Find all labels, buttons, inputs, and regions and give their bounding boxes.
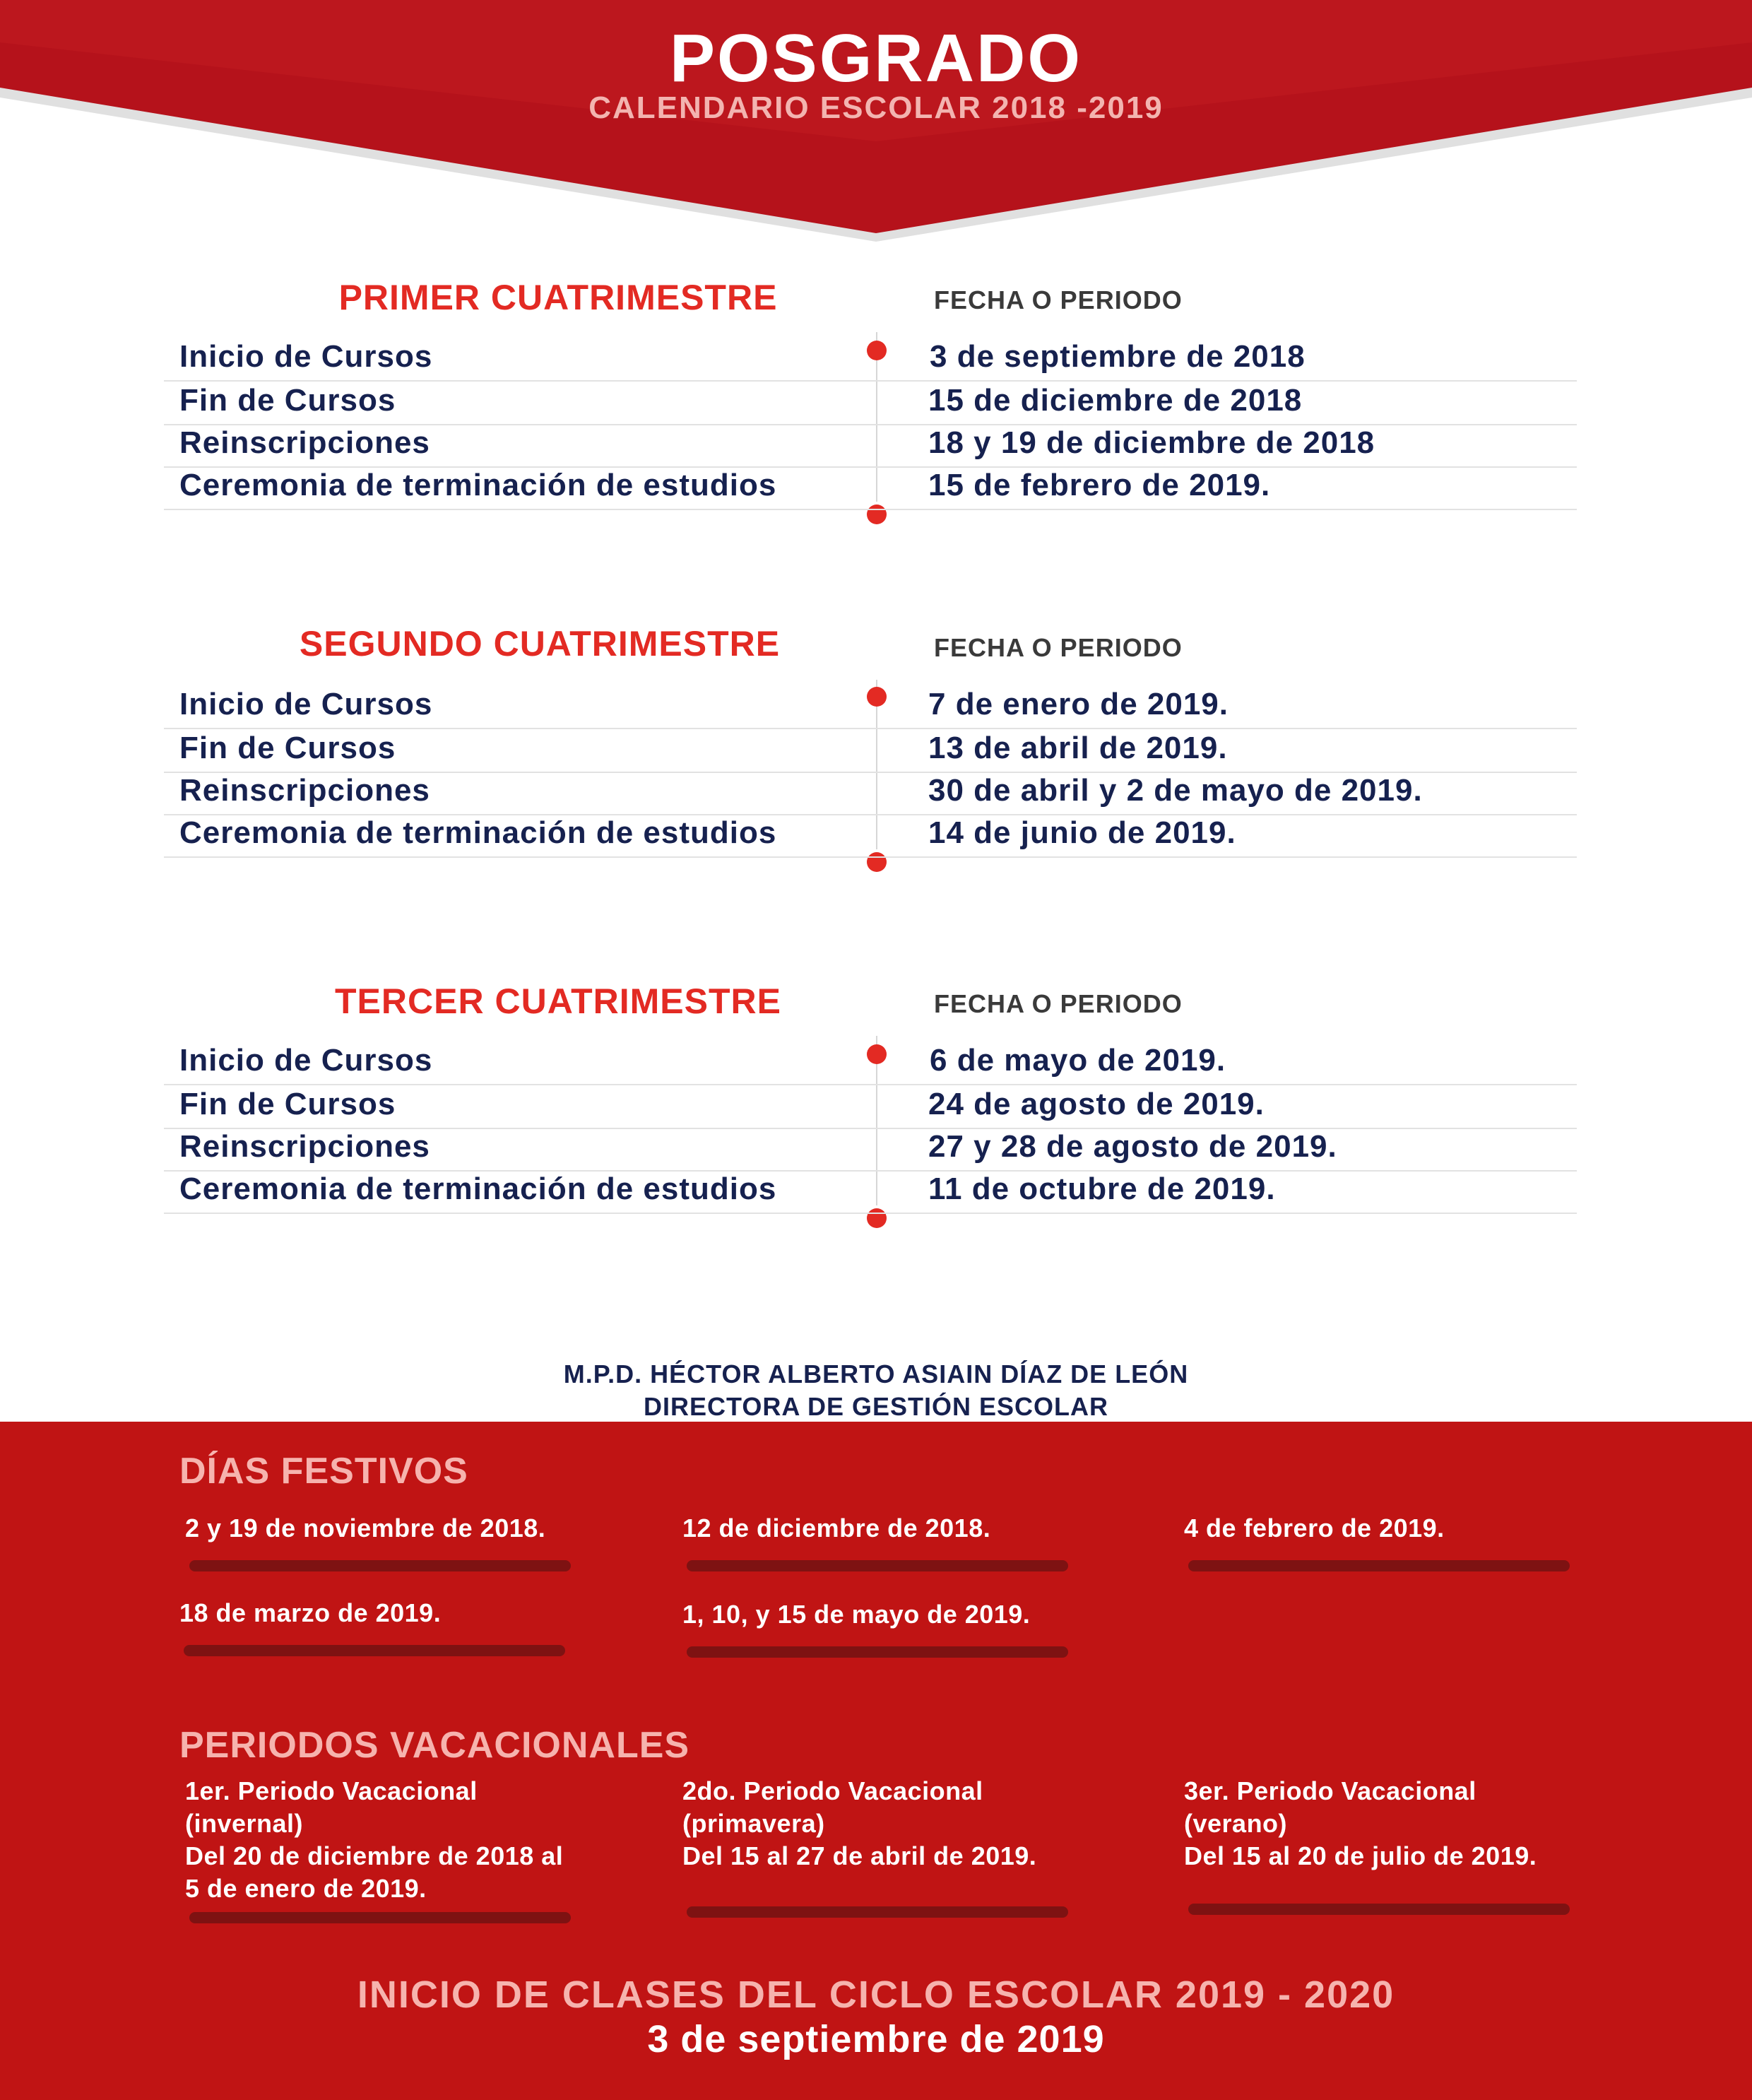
- column-header: FECHA O PERIODO: [934, 633, 1183, 662]
- vacation-dates: Del 15 al 27 de abril de 2019.: [682, 1841, 1037, 1870]
- vacation-season: (verano): [1184, 1809, 1288, 1838]
- row-label: Reinscripciones: [179, 1129, 430, 1164]
- table-row: [164, 1043, 1577, 1085]
- holiday-bar: [687, 1560, 1068, 1571]
- holiday-date: 18 de marzo de 2019.: [179, 1598, 442, 1627]
- row-label: Inicio de Cursos: [179, 339, 433, 374]
- vacation-name: 2do. Periodo Vacacional: [682, 1776, 983, 1805]
- table-row: [164, 468, 1577, 510]
- holiday-date: 12 de diciembre de 2018.: [682, 1514, 991, 1542]
- row-value: 14 de junio de 2019.: [928, 815, 1236, 850]
- holiday-item: [1184, 1512, 1580, 1545]
- row-value: 13 de abril de 2019.: [928, 731, 1228, 765]
- table-row: [164, 1087, 1577, 1129]
- holiday-item: [682, 1512, 1078, 1545]
- holiday-item: [185, 1512, 581, 1545]
- row-divider: [164, 1084, 1577, 1085]
- vacation-dates: Del 15 al 20 de julio de 2019.: [1184, 1841, 1537, 1870]
- row-value: 18 y 19 de diciembre de 2018: [928, 425, 1375, 460]
- row-value: 15 de diciembre de 2018: [928, 383, 1303, 418]
- holiday-date: 4 de febrero de 2019.: [1184, 1514, 1445, 1542]
- semester-section-3: [0, 972, 1752, 1241]
- semester-title: PRIMER CUATRIMESTRE: [338, 278, 778, 317]
- vacation-season: (invernal): [185, 1809, 304, 1838]
- vacation-bar: [687, 1906, 1068, 1918]
- vacation-name: 1er. Periodo Vacacional: [185, 1776, 478, 1805]
- column-header: FECHA O PERIODO: [934, 989, 1183, 1018]
- vacation-dates-cont: 5 de enero de 2019.: [185, 1874, 427, 1903]
- row-label: Inicio de Cursos: [179, 687, 433, 721]
- page-title: POSGRADO: [669, 20, 1083, 96]
- table-row: [164, 687, 1577, 729]
- table-row: [164, 1172, 1577, 1214]
- table-row: [164, 815, 1577, 858]
- semester-section-2: [0, 616, 1752, 885]
- semester-section-1: [0, 269, 1752, 537]
- vacation-item: [682, 1775, 1078, 1872]
- signature-role: DIRECTORA DE GESTIÓN ESCOLAR: [643, 1392, 1109, 1421]
- table-row: [164, 383, 1577, 425]
- row-value: 11 de octubre de 2019.: [928, 1172, 1276, 1206]
- row-value: 6 de mayo de 2019.: [930, 1043, 1226, 1078]
- row-label: Inicio de Cursos: [179, 1043, 433, 1078]
- row-divider: [164, 1213, 1577, 1214]
- holiday-date: 1, 10, y 15 de mayo de 2019.: [682, 1600, 1031, 1629]
- semester-title: TERCER CUATRIMESTRE: [335, 981, 781, 1021]
- page-subtitle: CALENDARIO ESCOLAR 2018 -2019: [588, 90, 1164, 125]
- row-label: Reinscripciones: [179, 425, 430, 460]
- holiday-bar: [189, 1560, 571, 1571]
- vacation-item: [1184, 1775, 1580, 1872]
- header-banner: [0, 0, 1752, 254]
- row-divider: [164, 509, 1577, 510]
- next-cycle-heading: INICIO DE CLASES DEL CICLO ESCOLAR 2019 - 2020: [357, 1974, 1395, 2016]
- table-row: [164, 773, 1577, 815]
- holiday-item: [179, 1597, 575, 1629]
- row-label: Ceremonia de terminación de estudios: [179, 468, 777, 502]
- holiday-item: [682, 1598, 1078, 1631]
- holidays-heading: DÍAS FESTIVOS: [179, 1451, 468, 1492]
- row-label: Fin de Cursos: [179, 731, 396, 765]
- signature-name: M.P.D. HÉCTOR ALBERTO ASIAIN DÍAZ DE LEÓN: [563, 1359, 1189, 1388]
- vacation-dates: Del 20 de diciembre de 2018 al: [185, 1841, 564, 1870]
- holiday-bar: [1188, 1560, 1570, 1571]
- row-value: 24 de agosto de 2019.: [928, 1087, 1265, 1121]
- next-cycle-date: 3 de septiembre de 2019: [647, 2018, 1105, 2060]
- row-value: 30 de abril y 2 de mayo de 2019.: [928, 773, 1423, 808]
- row-value: 15 de febrero de 2019.: [928, 468, 1271, 502]
- vacation-bar: [1188, 1904, 1570, 1915]
- table-row: [164, 425, 1577, 468]
- row-label: Ceremonia de terminación de estudios: [179, 815, 777, 850]
- row-label: Fin de Cursos: [179, 1087, 396, 1121]
- row-label: Fin de Cursos: [179, 383, 396, 418]
- vacation-name: 3er. Periodo Vacacional: [1184, 1776, 1476, 1805]
- row-value: 7 de enero de 2019.: [928, 687, 1229, 721]
- row-value: 27 y 28 de agosto de 2019.: [928, 1129, 1337, 1164]
- row-value: 3 de septiembre de 2018: [930, 339, 1306, 374]
- row-divider: [164, 728, 1577, 729]
- vacation-season: (primavera): [682, 1809, 825, 1838]
- vacation-bar: [189, 1912, 571, 1923]
- column-header: FECHA O PERIODO: [934, 285, 1183, 314]
- vacation-item: [185, 1775, 581, 1905]
- holiday-date: 2 y 19 de noviembre de 2018.: [185, 1514, 546, 1542]
- row-divider: [164, 380, 1577, 382]
- table-row: [164, 731, 1577, 773]
- vacations-heading: PERIODOS VACACIONALES: [179, 1725, 690, 1766]
- table-row: [164, 339, 1577, 382]
- semester-title: SEGUNDO CUATRIMESTRE: [299, 624, 781, 663]
- row-label: Ceremonia de terminación de estudios: [179, 1172, 777, 1206]
- row-divider: [164, 856, 1577, 858]
- table-row: [164, 1129, 1577, 1172]
- holiday-bar: [687, 1646, 1068, 1658]
- row-label: Reinscripciones: [179, 773, 430, 808]
- holiday-bar: [184, 1645, 565, 1656]
